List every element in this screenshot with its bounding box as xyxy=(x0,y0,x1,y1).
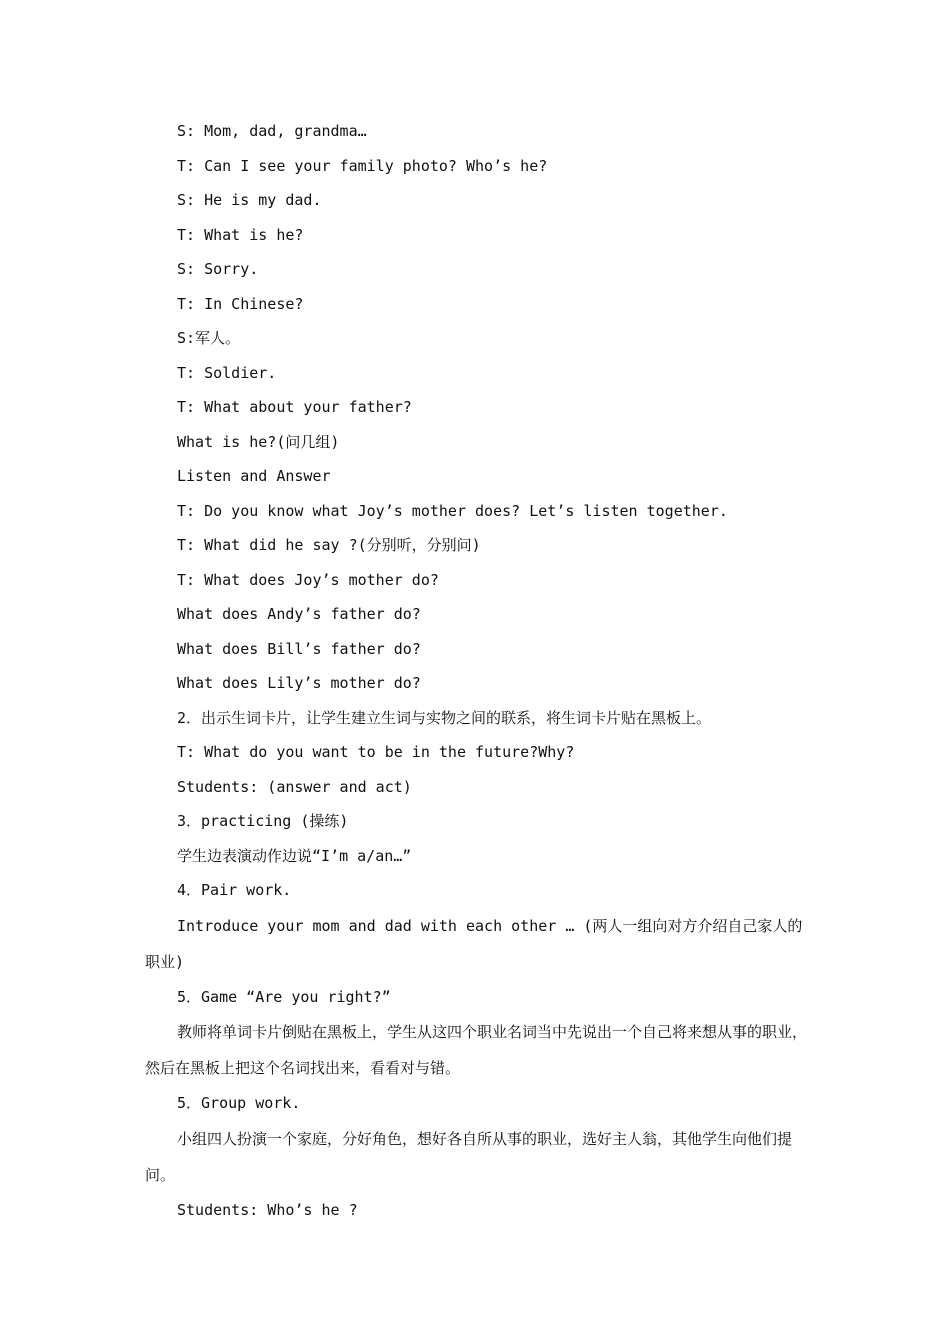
step-heading: 3．practicing (操练) xyxy=(177,812,349,830)
section-heading: Listen and Answer xyxy=(177,467,331,485)
dialogue-line: S: He is my dad. xyxy=(177,191,322,209)
dialogue-line: T: Soldier. xyxy=(177,363,277,382)
dialogue-line: T: What do you want to be in the future?Why? xyxy=(177,743,575,761)
step-heading: 5．Game “Are you right?” xyxy=(177,987,391,1006)
dialogue-line: What does Andy’s father do? xyxy=(177,605,421,623)
dialogue-line: T: In Chinese? xyxy=(177,294,304,313)
dialogue-line: S: Sorry. xyxy=(177,260,259,278)
step-heading: 5．Group work. xyxy=(177,1094,301,1112)
step-heading: 2．出示生词卡片，让学生建立生词与实物之间的联系，将生词卡片贴在黑板上。 xyxy=(177,708,712,727)
dialogue-line: T: What did he say ?(分别听，分别问) xyxy=(177,536,481,554)
dialogue-line: What is he?(问几组) xyxy=(177,432,340,451)
dialogue-line: T: What does Joy’s mother do? xyxy=(177,570,439,589)
dialogue-line: Students: (answer and act) xyxy=(177,777,412,796)
step-heading: 4．Pair work. xyxy=(177,881,292,899)
dialogue-line: T: Do you know what Joy’s mother does? Let’s listen together. xyxy=(177,501,728,520)
dialogue-line: T: What about your father? xyxy=(177,398,412,416)
instruction-paragraph: 教师将单词卡片倒贴在黑板上，学生从这四个职业名词当中先说出一个自己将来想从事的职业，然后在黑板上把这个名词找出来，看看对与错。 xyxy=(145,1023,808,1077)
dialogue-line: What does Lily’s mother do? xyxy=(177,674,421,692)
dialogue-line: What does Bill’s father do? xyxy=(177,639,421,658)
dialogue-line: S: Mom, dad, grandma… xyxy=(177,122,367,140)
instruction-line: 学生边表演动作边说“I’m a/an…” xyxy=(177,846,412,865)
instruction-paragraph: 小组四人扮演一个家庭，分好角色，想好各自所从事的职业，选好主人翁，其他学生向他们提问。 xyxy=(145,1129,793,1184)
dialogue-line: T: What is he? xyxy=(177,225,304,244)
instruction-paragraph: Introduce your mom and dad with each other … (两人一组向对方介绍自己家人的职业) xyxy=(145,916,803,971)
dialogue-line: S:军人。 xyxy=(177,329,241,347)
dialogue-line: Students: Who’s he ? xyxy=(177,1200,358,1219)
dialogue-line: T: Can I see your family photo? Who’s he? xyxy=(177,156,548,175)
document-body xyxy=(145,114,810,1227)
